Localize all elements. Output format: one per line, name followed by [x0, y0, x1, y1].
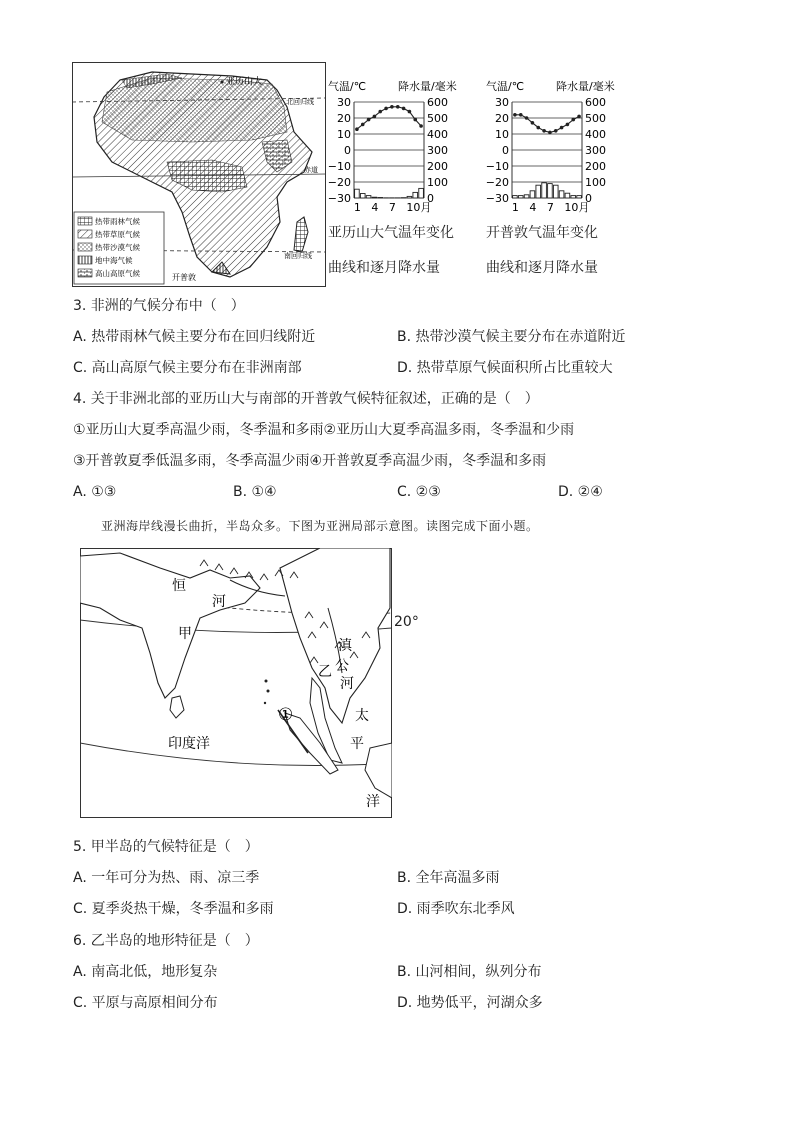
legend-item-3: 热带沙漠气候	[95, 243, 140, 252]
x-tick-label: 7	[546, 201, 554, 214]
tropic-north-label: 北回归线	[286, 98, 314, 106]
q3-option-b: B. 热带沙漠气候主要分布在赤道附近	[397, 329, 626, 345]
asia-map-intro: 亚洲海岸线漫长曲折，半岛众多。下图为亚洲局部示意图。读图完成下面小题。	[101, 519, 539, 533]
temperature-point	[413, 118, 417, 122]
temperature-point	[513, 113, 517, 117]
left-tick-label: −30	[327, 192, 351, 205]
precip-bar	[577, 196, 582, 198]
x-tick-label: 4	[529, 201, 537, 214]
q5-option-c: C. 夏季炎热干燥，冬季温和多雨	[73, 901, 274, 917]
temperature-point	[536, 126, 540, 130]
left-tick-label: −30	[485, 192, 509, 205]
cape-town-label: 开普敦	[172, 273, 196, 282]
left-tick-label: −10	[327, 160, 351, 173]
q6-option-c: C. 平原与高原相间分布	[73, 995, 218, 1011]
temperature-point	[361, 123, 365, 127]
precip-axis-label: 降水量/毫米	[398, 80, 457, 93]
precip-bar	[559, 191, 564, 198]
q4-statement-line-2: ③开普敦夏季低温多雨，冬季高温少雨④开普敦夏季高温少雨，冬季温和多雨	[73, 453, 547, 469]
temperature-point	[408, 110, 412, 114]
precip-bar	[571, 196, 576, 198]
label-dian: 滇	[338, 638, 352, 654]
temperature-point	[548, 131, 552, 135]
precip-bar	[565, 193, 570, 198]
left-tick-label: 30	[337, 96, 351, 109]
right-tick-label: 0	[427, 192, 434, 205]
precip-bar	[366, 196, 371, 198]
alexandria-dot	[220, 80, 223, 83]
temperature-point	[419, 124, 423, 128]
q4-option-c: C. ②③	[397, 484, 441, 500]
equator-label: 赤道	[304, 166, 318, 174]
precip-bar	[536, 185, 541, 198]
q5-option-a: A. 一年可分为热、雨、凉三季	[73, 870, 260, 886]
island-dot	[264, 702, 266, 704]
left-tick-label: 20	[337, 112, 351, 125]
right-tick-label: 600	[585, 96, 606, 109]
chart-caption-alexandria-2: 曲线和逐月降水量	[328, 260, 440, 276]
q3-option-d: D. 热带草原气候面积所占比重较大	[397, 360, 613, 376]
q6-option-d: D. 地势低平，河湖众多	[397, 995, 543, 1011]
legend-item-4: 地中海气候	[95, 256, 133, 265]
right-tick-label: 300	[427, 144, 448, 157]
africa-climate-map	[72, 62, 326, 287]
island-dot	[267, 690, 270, 693]
q5-option-b: B. 全年高温多雨	[397, 870, 500, 886]
temperature-point	[402, 107, 406, 111]
q4-option-d: D. ②④	[558, 484, 603, 500]
temperature-curve	[515, 115, 579, 133]
right-tick-label: 300	[585, 144, 606, 157]
climate-chart-capetown	[484, 78, 644, 218]
precip-bar	[407, 196, 412, 198]
label-ping: 平	[350, 736, 364, 752]
precip-bar	[524, 195, 529, 198]
temperature-point	[355, 127, 359, 131]
x-tick-label: 1	[353, 201, 361, 214]
alexandria-label: 亚历山大	[226, 77, 263, 87]
temp-axis-label: 气温/℃	[486, 80, 525, 93]
x-tick-label: 7	[388, 201, 396, 214]
right-tick-label: 500	[585, 112, 606, 125]
q4-option-a: A. ①③	[73, 484, 117, 500]
left-tick-label: 0	[502, 144, 509, 157]
label-yang: 洋	[366, 794, 380, 810]
left-tick-label: 0	[344, 144, 351, 157]
legend-item-2: 热带草原气候	[95, 230, 140, 239]
temperature-point	[560, 126, 564, 130]
q6-option-a: A. 南高北低，地形复杂	[73, 964, 218, 980]
temperature-point	[554, 129, 558, 133]
chart-caption-capetown-1: 开普敦气温年变化	[486, 225, 598, 241]
temperature-point	[566, 123, 570, 127]
label-num-1: ①	[278, 705, 294, 725]
temperature-point	[390, 105, 394, 109]
label-he: 河	[212, 594, 226, 610]
right-tick-label: 400	[427, 128, 448, 141]
q4-statement-line-1: ①亚历山大夏季高温少雨，冬季温和多雨②亚历山大夏季高温多雨，冬季温和少雨	[73, 422, 575, 438]
temperature-point	[519, 113, 523, 117]
right-tick-label: 400	[585, 128, 606, 141]
q5-stem: 5. 甲半岛的气候特征是（ ）	[73, 839, 259, 855]
right-tick-label: 500	[427, 112, 448, 125]
label-yi: 乙	[318, 664, 332, 680]
precip-bar	[513, 196, 518, 198]
precip-bar	[360, 194, 365, 198]
temperature-point	[396, 105, 400, 109]
precip-bar	[530, 191, 535, 198]
label-jia: 甲	[178, 626, 192, 642]
left-tick-label: −10	[485, 160, 509, 173]
q4-option-b: B. ①④	[233, 484, 277, 500]
temperature-point	[571, 118, 575, 122]
precip-bar	[542, 183, 547, 198]
temperature-point	[367, 118, 371, 122]
precip-bar	[355, 189, 360, 198]
chart-caption-capetown-2: 曲线和逐月降水量	[486, 260, 598, 276]
precip-bar	[413, 192, 418, 198]
left-tick-label: 20	[495, 112, 509, 125]
asia-peninsula-map	[80, 548, 392, 818]
right-tick-label: 100	[427, 176, 448, 189]
q6-option-b: B. 山河相间，纵列分布	[397, 964, 542, 980]
precip-axis-label: 降水量/毫米	[556, 80, 615, 93]
right-tick-label: 600	[427, 96, 448, 109]
island-dot	[265, 680, 268, 683]
climate-chart-alexandria	[326, 78, 486, 218]
label-he-2: 河	[340, 676, 354, 692]
label-gong: 公	[335, 658, 349, 674]
legend-item-1: 热带雨林气候	[95, 217, 140, 226]
x-tick-label: 1	[511, 201, 519, 214]
precip-bar	[518, 196, 523, 198]
left-tick-label: 10	[337, 128, 351, 141]
precip-bar	[372, 197, 377, 198]
chart-caption-alexandria-1: 亚历山大气温年变化	[328, 225, 454, 241]
x-tick-label: 10月	[406, 201, 432, 214]
left-tick-label: −20	[485, 176, 509, 189]
right-tick-label: 100	[585, 176, 606, 189]
tropic-south-label: 南回归线	[284, 252, 312, 260]
label-lat-20: 20°	[394, 614, 419, 630]
x-tick-label: 4	[371, 201, 379, 214]
right-tick-label: 200	[585, 160, 606, 173]
precip-bar	[419, 188, 424, 198]
label-indian-ocean: 印度洋	[168, 736, 210, 752]
x-tick-label: 10月	[564, 201, 590, 214]
temperature-point	[577, 115, 581, 119]
right-tick-label: 0	[585, 192, 592, 205]
temperature-point	[373, 115, 377, 119]
legend-item-5: 高山高原气候	[95, 269, 140, 278]
q6-stem: 6. 乙半岛的地形特征是（ ）	[73, 933, 259, 949]
q3-option-a: A. 热带雨林气候主要分布在回归线附近	[73, 329, 316, 345]
temperature-point	[384, 107, 388, 111]
temp-axis-label: 气温/℃	[328, 80, 367, 93]
q3-stem: 3. 非洲的气候分布中（ ）	[73, 298, 245, 314]
label-heng: 恒	[172, 578, 186, 594]
precip-bar	[548, 184, 553, 198]
label-tai: 太	[355, 708, 369, 724]
temperature-point	[542, 129, 546, 133]
q3-option-c: C. 高山高原气候主要分布在非洲南部	[73, 360, 302, 376]
temperature-point	[531, 121, 535, 125]
left-tick-label: 30	[495, 96, 509, 109]
precip-bar	[553, 185, 558, 198]
temperature-point	[525, 116, 529, 120]
left-tick-label: 10	[495, 128, 509, 141]
temperature-point	[378, 110, 382, 114]
q5-option-d: D. 雨季吹东北季风	[397, 901, 515, 917]
q4-stem: 4. 关于非洲北部的亚历山大与南部的开普敦气候特征叙述，正确的是（ ）	[73, 391, 539, 407]
right-tick-label: 200	[427, 160, 448, 173]
left-tick-label: −20	[327, 176, 351, 189]
